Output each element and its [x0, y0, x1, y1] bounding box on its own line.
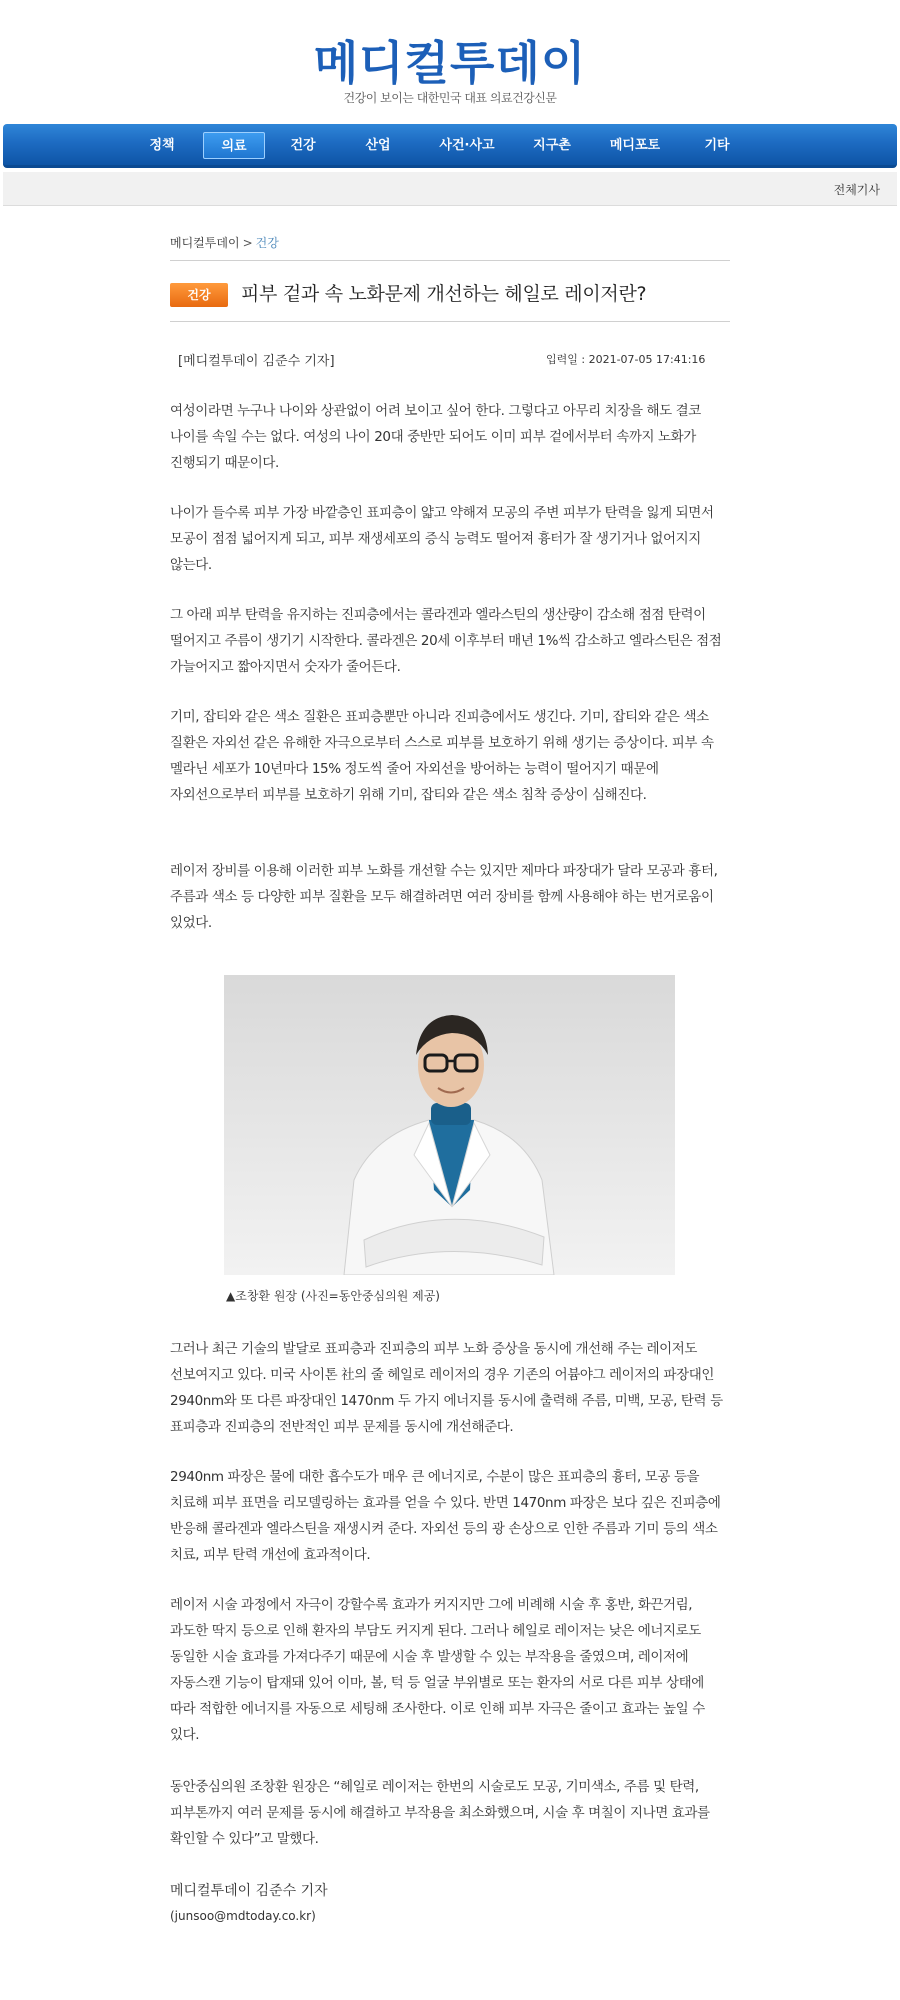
breadcrumb-current[interactable]: 건강: [255, 236, 279, 250]
article-date: 입력일 : 2021-07-05 17:41:16: [546, 353, 706, 366]
site-logo[interactable]: 메디컬투데이: [313, 36, 587, 90]
article-paragraph: 레이저 시술 과정에서 자극이 강할수록 효과가 커지지만 그에 비례해 시술 후 홍반, 화끈거림, 과도한 딱지 등으로 인해 환자의 부담도 커지게 된다. 그러나 헤일로 레이저는 낮은 에너지로도 동일한 시술 효과를 가져다주기 때문에 시술 후 발생할 수 있는 부작용을 줄였으며, 레이저에 자동스캔 기능이 탑재돼 있어 이마, 볼, 턱 등 얼굴 부위별로 또는 환자의 서로 다른 피부 상태에 따라 적합한 에너지를 자동으로 세팅해 조사한다. 이로 인해 피부 자극은 줄이고 효과는 높일 수 있다.: [170, 1597, 705, 1743]
nav-item-world[interactable]: 지구촌: [533, 138, 571, 153]
reporter-signature: 메디컬투데이 김준수 기자: [170, 1883, 328, 1899]
nav-item-policy[interactable]: 정책: [149, 138, 175, 153]
reporter-email[interactable]: (junsoo@mdtoday.co.kr): [170, 1909, 316, 1923]
article-paragraph: 레이저 장비를 이용해 이러한 피부 노화를 개선할 수는 있지만 제마다 파장대가 달라 모공과 흉터, 주름과 색소 등 다양한 피부 질환을 모두 해결하려면 여러 장비를 함께 사용해야 하는 번거로움이 있었다.: [170, 863, 718, 931]
divider: [170, 260, 730, 261]
article-paragraph: 그 아래 피부 탄력을 유지하는 진피층에서는 콜라겐과 엘라스틴의 생산량이 감소해 점점 탄력이 떨어지고 주름이 생기기 시작한다. 콜라겐은 20세 이후부터 매년 1%씩 감소하고 엘라스틴은 점점 가늘어지고 짧아지면서 숫자가 줄어든다.: [170, 607, 722, 675]
nav-item-mediphoto[interactable]: 메디포토: [609, 138, 661, 153]
all-articles-link[interactable]: 전체기사: [833, 183, 880, 197]
article-paragraph: 나이가 들수록 피부 가장 바깥층인 표피층이 얇고 약해져 모공의 주변 피부가 탄력을 잃게 되면서 모공이 점점 넓어지게 되고, 피부 재생세포의 증식 능력도 떨어져 흉터가 잘 생기거나 없어지지 않는다.: [170, 505, 714, 573]
doctor-portrait-image: [224, 975, 675, 1275]
sub-bar: [3, 172, 897, 206]
nav-item-industry[interactable]: 산업: [365, 138, 391, 153]
photo-caption: ▲조창환 원장 (사진=동안중심의원 제공): [226, 1289, 440, 1303]
masthead: [0, 0, 900, 122]
nav-item-incidents[interactable]: 사건·사고: [439, 138, 495, 153]
category-badge: 건강: [170, 283, 228, 307]
breadcrumb-separator: >: [242, 236, 253, 250]
site-tagline: 건강이 보이는 대한민국 대표 의료건강신문: [343, 91, 557, 105]
nav-item-medical[interactable]: 의료: [203, 132, 265, 159]
main-nav: [3, 124, 897, 168]
article-paragraph: 여성이라면 누구나 나이와 상관없이 어려 보이고 싶어 한다. 그렇다고 아무리 치장을 해도 결코 나이를 속일 수는 없다. 여성의 나이 20대 중반만 되어도 이미 피부 겉에서부터 속까지 노화가 진행되기 때문이다.: [170, 403, 701, 471]
article-paragraph: 동안중심의원 조창환 원장은 “헤일로 레이저는 한번의 시술로도 모공, 기미색소, 주름 및 탄력, 피부톤까지 여러 문제를 동시에 해결하고 부작용을 최소화했으며, 시술 후 며칠이 지나면 효과를 확인할 수 있다”고 말했다.: [170, 1779, 710, 1847]
article-paragraph: 기미, 잡티와 같은 색소 질환은 표피층뿐만 아니라 진피층에서도 생긴다. 기미, 잡티와 같은 색소 질환은 자외선 같은 유해한 자극으로부터 스스로 피부를 보호하기 위해 생기는 증상이다. 피부 속 멜라닌 세포가 10년마다 15% 정도씩 줄어 자외선을 방어하는 능력이 떨어지기 때문에 자외선으로부터 피부를 보호하기 위해 기미, 잡티와 같은 색소 침착 증상이 심해진다.: [170, 709, 714, 803]
article-photo: [224, 975, 675, 1275]
article-title: 피부 겉과 속 노화문제 개선하는 헤일로 레이저란?: [241, 283, 647, 305]
article-byline: [메디컬투데이 김준수 기자]: [178, 354, 335, 369]
nav-item-etc[interactable]: 기타: [704, 138, 730, 153]
article-paragraph: 그러나 최근 기술의 발달로 표피층과 진피층의 피부 노화 증상을 동시에 개선해 주는 레이저도 선보여지고 있다. 미국 사이톤 社의 줄 헤일로 레이저의 경우 기존의 어븀야그 레이저의 파장대인 2940nm와 또 다른 파장대인 1470nm 두 가지 에너지를 동시에 출력해 주름, 미백, 모공, 탄력 등 표피층과 진피층의 전반적인 피부 문제를 동시에 개선해준다.: [170, 1341, 723, 1435]
article-paragraph: 2940nm 파장은 물에 대한 흡수도가 매우 큰 에너지로, 수분이 많은 표피층의 흉터, 모공 등을 치료해 피부 표면을 리모델링하는 효과를 얻을 수 있다. 반면 1470nm 파장은 보다 깊은 진피층에 반응해 콜라겐과 엘라스틴을 재생시켜 준다. 자외선 등의 광 손상으로 인한 주름과 기미 등의 색소 치료, 피부 탄력 개선에 효과적이다.: [170, 1469, 721, 1563]
breadcrumb: [170, 234, 279, 251]
breadcrumb-home[interactable]: 메디컬투데이: [170, 236, 240, 250]
divider: [170, 321, 730, 322]
nav-item-health[interactable]: 건강: [290, 138, 316, 153]
